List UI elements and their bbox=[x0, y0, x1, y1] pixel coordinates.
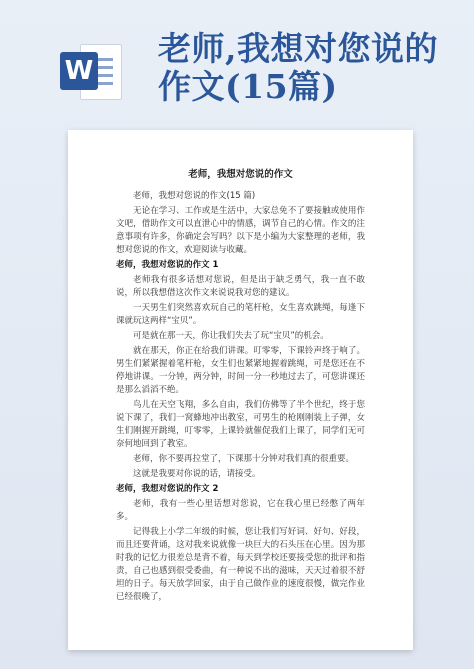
paragraph: 鸟儿在天空飞翔，多么自由，我们仿佛等了半个世纪，终于您说下课了，我们一窝蜂地冲出教室，可男生的枪刚刚装上子弹，女生们刚握开跳绳，叮零零，上课铃就催促我们上课了，同学们无可奈何地回到了教室。 bbox=[116, 400, 365, 449]
paragraph: 这就是我要对你说的话，请接受。 bbox=[133, 469, 261, 479]
document-title: 老师，我想对您说的作文 bbox=[188, 169, 293, 180]
paragraph: 记得我上小学二年级的时候，您让我们写好词、好句、好段，而且还要背诵，这对我来说就像一块巨大的石头压在心里。因为那时我的记忆力很差总是背不着，每天到学校还要接受您的批评和指责，自己也感到很受委曲，有一种说不出的滋味，天天过着很不舒坦的日子。每天放学回家，由于自己做作业的速度很慢，做完作业已经很晚了， bbox=[116, 527, 365, 602]
paragraph: 老师，我有一些心里话想对您说，它在我心里已经憋了两年多。 bbox=[116, 499, 365, 522]
paragraph: 无论在学习、工作或是生活中，大家总免不了要接触或使用作文吧，借助作文可以直泄心中的情感，调节自己的心情。作文的注意事项有许多，你确定会写吗？以下是小编为大家整理的老师，我想对您说的作文，欢迎阅读与收藏。 bbox=[116, 206, 365, 255]
word-badge-icon: W bbox=[60, 52, 98, 90]
paragraph: 可是就在那一天，你让我们失去了玩“宝贝”的机会。 bbox=[133, 331, 329, 341]
section-heading: 老师，我想对您说的作文 1 bbox=[116, 260, 219, 270]
paragraph: 老师，你不要再拉堂了，下课那十分钟对我们真的很重要。 bbox=[133, 454, 355, 464]
section-heading: 老师，我想对您说的作文 2 bbox=[116, 484, 219, 494]
banner-title: 老师,我想对您说的作文(15篇) bbox=[158, 29, 438, 106]
header-banner bbox=[0, 0, 474, 110]
paragraph: 老师我有很多话想对您说，但是出于缺乏勇气，我一直不敢说，所以我想借这次作文来说说我对您的建议。 bbox=[116, 275, 365, 298]
paragraph: 就在那天，你正在给我们讲课。叮零零，下课铃声终于响了。男生们紧紧握着笔杆枪，女生们也紧紧地握着跳绳，可是您还在不停地讲课。一分钟，两分钟，时间一分一秒地过去了，可您讲课还是那么滔滔不绝。 bbox=[116, 346, 365, 395]
word-document-icon bbox=[60, 40, 122, 102]
document-page bbox=[68, 130, 413, 650]
paragraph: 老师，我想对您说的作文(15 篇) bbox=[133, 191, 256, 201]
paragraph: 一天男生们突然喜欢玩自己的笔杆枪，女生喜欢跳绳，每逢下课就玩这两样“宝贝”。 bbox=[116, 303, 365, 326]
document-body bbox=[68, 190, 413, 604]
